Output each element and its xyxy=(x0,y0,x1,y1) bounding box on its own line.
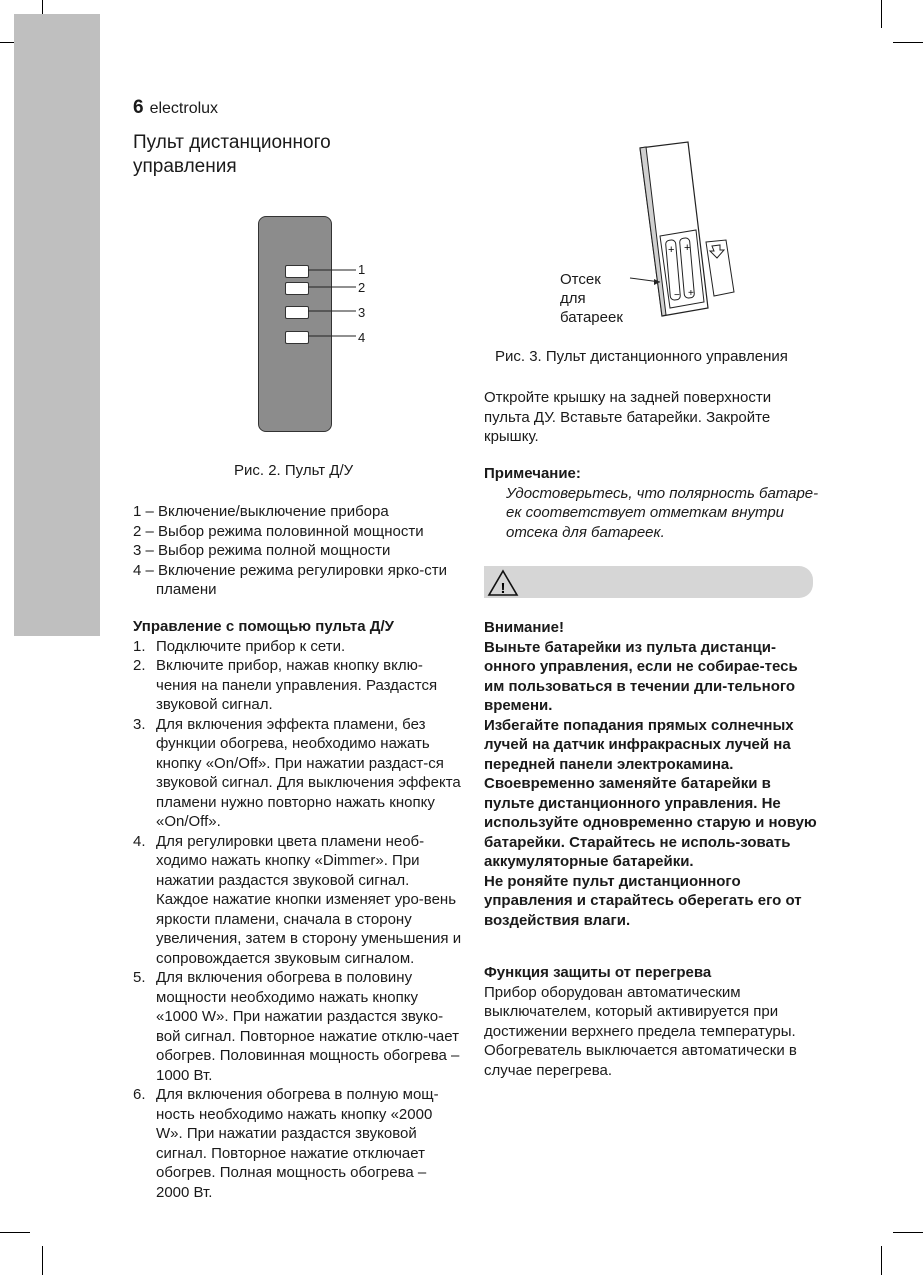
callout-label-3: 3 xyxy=(358,305,366,320)
crop-mark xyxy=(893,42,923,43)
crop-mark xyxy=(893,1232,923,1233)
svg-text:−: − xyxy=(674,290,680,301)
note-block xyxy=(484,464,819,542)
list-item: 4. Для регулировки цвета пламени необ-ходимо нажать кнопку «Dimmer». При нажатии раздастся звуковой сигнал. Каждое нажатие кнопки изменяет уро-вень яркости пламени, сначала в сторону увеличения, затем в сторону уменьшения и сопровождается звуковым сигналом. xyxy=(133,832,462,967)
legend-item: 4 – Включение режима регулировки ярко-сти пламени xyxy=(133,561,448,598)
section-title: Пульт дистанционного управления xyxy=(133,132,331,177)
control-section xyxy=(133,617,463,1202)
warning-paragraph: Своевременно заменяйте батарейки в пульте дистанционного управления. Не используйте одновременно старую и новую батарейки. Старайтесь не исполь-зовать аккумуляторные батарейки. xyxy=(484,775,817,870)
callout-label-2: 2 xyxy=(358,280,366,295)
legend-item: 1 – Включение/выключение прибора xyxy=(133,503,389,520)
warning-paragraph: Не роняйте пульт дистанционного управления и старайтесь оберегать его от воздействия влаги. xyxy=(484,872,802,929)
warning-icon xyxy=(487,569,519,597)
control-steps xyxy=(133,637,463,1203)
button-legend xyxy=(133,502,463,600)
crop-mark xyxy=(42,1246,43,1275)
note-title: Примечание: xyxy=(484,465,581,482)
overheat-title: Функция защиты от перегрева xyxy=(484,964,712,981)
page-number: 6 xyxy=(133,97,144,118)
list-item: 2. Включите прибор, нажав кнопку вклю-чения на панели управления. Раздастся звуковой сигнал. xyxy=(133,657,438,713)
list-item: 3. Для включения эффекта пламени, без функции обогрева, необходимо нажать кнопку «On/Off». При нажатии раздаст-ся звуковой сигнал. Для выключения эффекта пламени нужно повторно нажать кнопку «On/Off». xyxy=(133,715,461,830)
warning-paragraph: Избегайте попадания прямых солнечных лучей на датчик инфракрасных лучей на передней панели электрокамина. xyxy=(484,716,794,773)
list-item: 6. Для включения обогрева в полную мощ-ность необходимо нажать кнопку «2000 W». При нажатии раздастся звуковой сигнал. Повторное нажатие отключает обогрев. Полная мощность обогрева – 2000 Вт. xyxy=(133,1086,439,1201)
warning-text xyxy=(484,618,819,930)
svg-text:+: + xyxy=(668,244,675,256)
svg-text:+: + xyxy=(684,242,691,254)
brand-name: electrolux xyxy=(149,100,219,117)
svg-text:!: ! xyxy=(500,580,506,597)
crop-mark xyxy=(881,0,882,28)
figure-3-caption: Рис. 3. Пульт дистанционного управления xyxy=(495,348,788,365)
callout-label-4: 4 xyxy=(358,330,366,345)
crop-mark xyxy=(0,1232,30,1233)
remote-callout-lines xyxy=(306,260,366,350)
callout-label-1: 1 xyxy=(358,262,366,277)
warning-title: Внимание! xyxy=(484,619,564,636)
list-item: 5. Для включения обогрева в половину мощности необходимо нажать кнопку «1000 W». При нажатии раздастся звуко-вой сигнал. Повторное нажатие отклю-чает обогрев. Половинная мощность обогрева – 1000 Вт. xyxy=(133,969,460,1084)
list-item: 1. Подключите прибор к сети. xyxy=(133,637,346,655)
warning-banner xyxy=(484,566,813,598)
overheat-section xyxy=(484,963,819,1080)
battery-compartment-label: Отсек для батареек xyxy=(560,271,623,326)
figure-2-caption: Рис. 2. Пульт Д/У xyxy=(234,462,354,479)
crop-mark xyxy=(881,1246,882,1275)
note-text: Удостоверьтесь, что полярность батаре-ек соответствует отметкам внутри отсека для батареек. xyxy=(506,484,819,541)
svg-text:+: + xyxy=(688,288,694,299)
control-title: Управление с помощью пульта Д/У xyxy=(133,618,394,635)
legend-item: 3 – Выбор режима полной мощности xyxy=(133,542,391,559)
warning-paragraph: Выньте батарейки из пульта дистанци-онного управления, если не собирае-тесь им пользоваться в течении дли-тельного времени. xyxy=(484,638,798,714)
legend-item: 2 – Выбор режима половинной мощности xyxy=(133,522,424,540)
battery-instruction: Откройте крышку на задней поверхности пульта ДУ. Вставьте батарейки. Закройте крышку. xyxy=(484,389,772,445)
page-header xyxy=(133,97,218,119)
grey-side-tab xyxy=(14,14,100,636)
overheat-text: Прибор оборудован автоматическим выключателем, который активируется при достижении верхнего предела температуры. Обогреватель выключается автоматически в случае перегрева. xyxy=(484,983,797,1079)
